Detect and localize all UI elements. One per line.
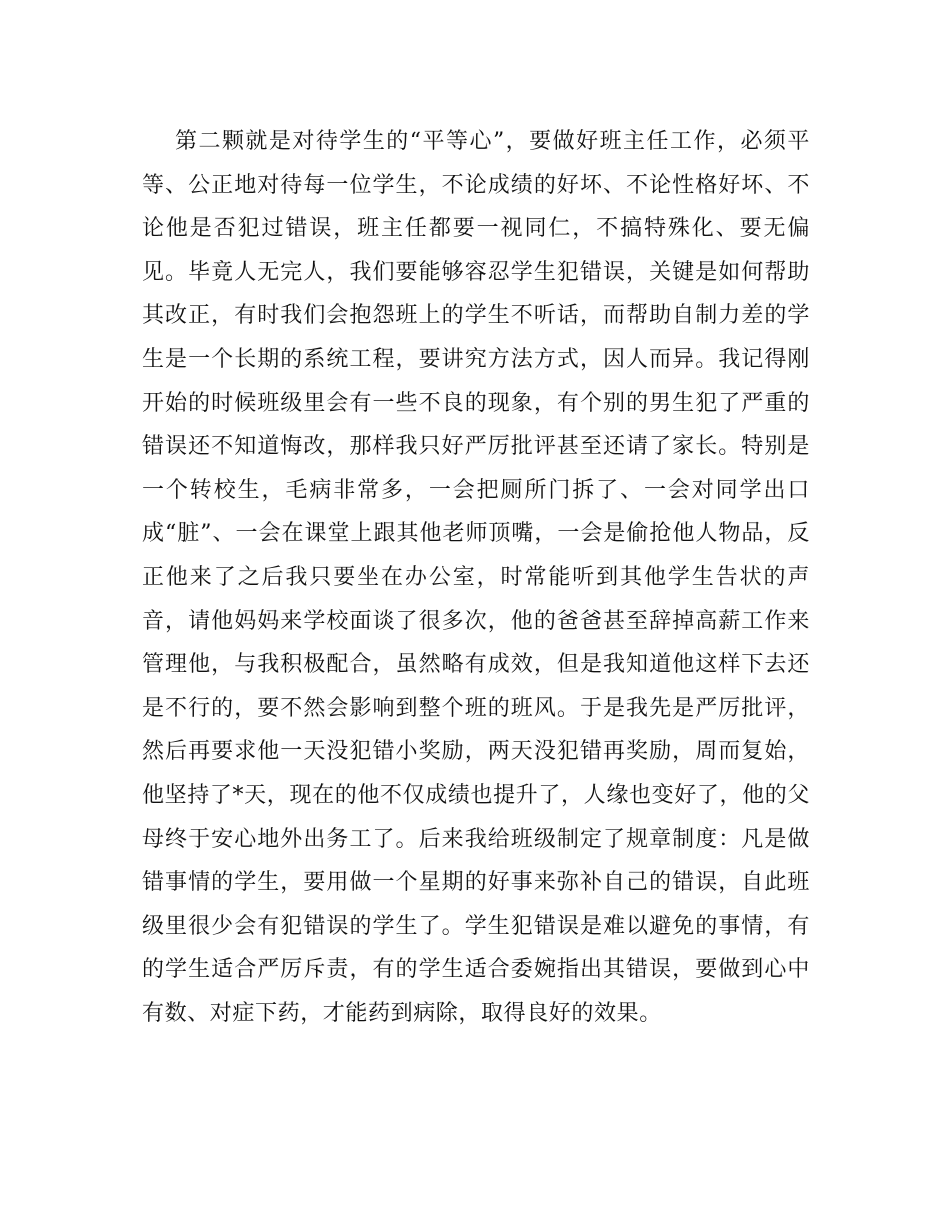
document-body [142, 120, 810, 1035]
body-paragraph: 第二颗就是对待学生的“平等心”，要做好班主任工作，必须平等、公正地对待每一位学生，不论成绩的好坏、不论性格好坏、不论他是否犯过错误，班主任都要一视同仁，不搞特殊化、要无偏见。毕竟人无完人，我们要能够容忍学生犯错误，关键是如何帮助其改正，有时我们会抱怨班上的学生不听话，而帮助自制力差的学生是一个长期的系统工程，要讲究方法方式，因人而异。我记得刚开始的时候班级里会有一些不良的现象，有个别的男生犯了严重的错误还不知道悔改，那样我只好严厉批评甚至还请了家长。特别是一个转校生，毛病非常多，一会把厕所门拆了、一会对同学出口成“脏”、一会在课堂上跟其他老师顶嘴，一会是偷抢他人物品，反正他来了之后我只要坐在办公室，时常能听到其他学生告状的声音，请他妈妈来学校面谈了很多次，他的爸爸甚至辞掉高薪工作来管理他，与我积极配合，虽然略有成效，但是我知道他这样下去还是不行的，要不然会影响到整个班的班风。于是我先是严厉批评，然后再要求他一天没犯错小奖励，两天没犯错再奖励，周而复始，他坚持了*天，现在的他不仅成绩也提升了，人缘也变好了，他的父母终于安心地外出务工了。后来我给班级制定了规章制度：凡是做错事情的学生，要用做一个星期的好事来弥补自己的错误，自此班级里很少会有犯错误的学生了。学生犯错误是难以避免的事情，有的学生适合严厉斥责，有的学生适合委婉指出其错误，要做到心中有数、对症下药，才能药到病除，取得良好的效果。 [142, 129, 810, 1026]
